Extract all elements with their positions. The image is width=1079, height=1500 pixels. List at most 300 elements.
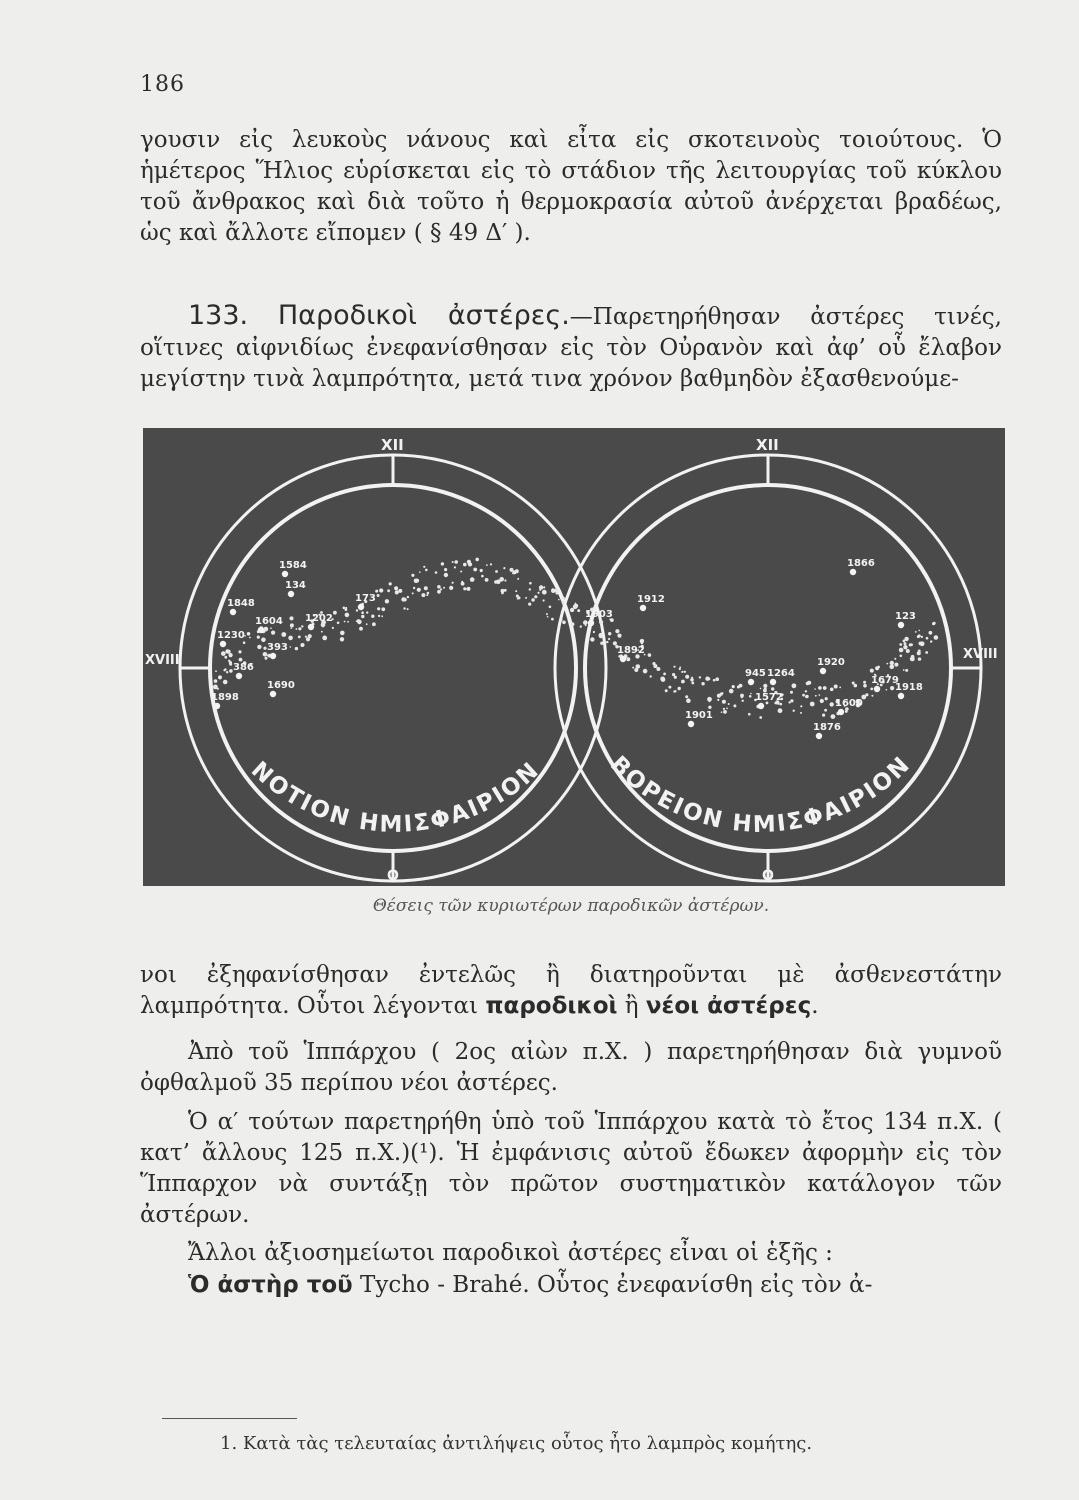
background-star	[800, 705, 802, 707]
background-star	[822, 714, 825, 717]
background-star	[412, 592, 414, 594]
background-star	[298, 627, 301, 630]
background-star	[722, 700, 726, 704]
background-star	[890, 686, 894, 690]
section-title: Παροδικοὶ ἀστέρες.	[277, 300, 570, 331]
background-star	[239, 658, 243, 662]
north-star-1901	[688, 721, 694, 727]
paragraph-first-star: Ὁ α′ τούτων παρετηρήθη ὑπὸ τοῦ Ἱππάρχου κατὰ τὸ ἔτος 134 π.Χ. ( κατ’ ἄλλους 125 π.Χ.)(¹). Ἡ ἐμφάνισις αὐτοῦ ἔδωκεν ἀφορμὴν εἰς τὸν Ἵππαρχον νὰ συντάξῃ τὸν πρῶτον συστηματικὸν κατάλογον τῶν ἀστέρων.	[140, 1109, 1002, 1228]
north-star-1264	[770, 679, 776, 685]
north-mark-top: XII	[756, 436, 779, 454]
bold-term-2: νέοι ἀστέρες	[645, 993, 812, 1019]
background-star	[475, 558, 479, 562]
para-after-mid: ἢ	[617, 993, 646, 1019]
background-star	[344, 621, 346, 623]
south-year-1690: 1690	[267, 680, 295, 691]
north-year-1866: 1866	[847, 558, 875, 569]
background-star	[634, 668, 638, 672]
background-star	[915, 631, 917, 633]
background-star	[820, 699, 824, 703]
background-star	[440, 588, 442, 590]
background-star	[834, 685, 838, 689]
background-star	[473, 568, 477, 572]
paragraph-after-figure	[140, 960, 1002, 1022]
background-star	[481, 575, 484, 578]
background-star	[793, 710, 795, 712]
north-star-945	[748, 679, 754, 685]
background-star	[249, 637, 251, 639]
background-star	[291, 627, 293, 629]
background-star	[790, 699, 793, 702]
background-star	[510, 568, 514, 572]
background-star	[917, 651, 921, 655]
background-star	[361, 611, 364, 614]
background-star	[551, 588, 555, 592]
background-star	[572, 632, 574, 634]
background-star	[461, 581, 463, 583]
background-star	[247, 632, 251, 636]
background-star	[918, 635, 921, 638]
background-star	[463, 587, 466, 590]
background-star	[723, 710, 727, 714]
background-star	[543, 586, 545, 588]
background-star	[332, 627, 334, 629]
background-star	[899, 648, 904, 653]
background-star	[272, 632, 275, 635]
background-star	[394, 586, 398, 590]
background-star	[749, 695, 752, 698]
background-star	[224, 668, 226, 670]
background-star	[379, 588, 383, 592]
background-star	[608, 632, 611, 635]
background-star	[378, 615, 380, 617]
background-star	[417, 588, 421, 592]
background-star	[802, 694, 805, 697]
background-star	[423, 566, 425, 568]
north-year-1572: 1572	[755, 692, 783, 703]
background-star	[894, 658, 896, 660]
background-star	[863, 684, 867, 688]
background-star	[665, 689, 668, 692]
background-star	[871, 695, 873, 697]
background-star	[561, 619, 563, 621]
background-star	[663, 673, 666, 676]
south-star-1584	[282, 571, 288, 577]
south-star-1690	[270, 691, 276, 697]
background-star	[534, 595, 537, 598]
background-star	[910, 643, 913, 646]
background-star	[290, 616, 294, 620]
background-star	[426, 594, 428, 596]
background-star	[690, 678, 694, 682]
background-star	[599, 620, 603, 624]
background-star	[900, 655, 903, 658]
background-star	[590, 637, 594, 641]
background-star	[819, 694, 821, 696]
background-star	[899, 643, 902, 646]
background-star	[454, 560, 458, 564]
background-star	[452, 582, 454, 584]
background-star	[290, 646, 292, 648]
background-star	[894, 663, 898, 667]
background-star	[656, 667, 660, 671]
north-year-labels	[585, 558, 923, 739]
south-year-1604: 1604	[255, 616, 283, 627]
background-star	[238, 650, 241, 653]
background-star	[608, 638, 610, 640]
north-mark-bottom: O	[762, 868, 774, 884]
north-mark-side: XVIII	[963, 647, 998, 662]
background-star	[261, 638, 266, 643]
background-star	[517, 578, 519, 580]
background-star	[606, 641, 608, 643]
background-star	[733, 704, 736, 707]
background-star	[229, 663, 232, 666]
background-star	[854, 684, 858, 688]
background-star	[653, 664, 657, 668]
south-star-393	[270, 653, 276, 659]
background-star	[558, 599, 560, 601]
page-number: 186	[140, 72, 185, 97]
background-star	[685, 675, 689, 679]
background-star	[437, 585, 441, 589]
background-star	[265, 657, 268, 660]
background-star	[599, 633, 604, 638]
background-star	[229, 653, 233, 657]
background-star	[729, 689, 734, 694]
background-star	[414, 579, 419, 584]
background-star	[395, 590, 399, 594]
south-year-1898: 1898	[211, 692, 239, 703]
background-star	[525, 597, 527, 599]
background-star	[547, 616, 549, 618]
background-star	[632, 667, 634, 669]
background-star	[528, 603, 531, 606]
background-star	[347, 621, 349, 623]
background-star	[337, 622, 340, 625]
south-year-1848: 1848	[227, 598, 255, 609]
south-star-1230	[220, 641, 226, 647]
background-star	[214, 679, 218, 683]
north-hemisphere-label: ΒΟΡΕΙΟΝ ΗΜΙΣΦΑΙΡΙΟΝ	[604, 751, 917, 839]
background-star	[537, 592, 539, 594]
background-star	[660, 677, 665, 682]
background-star	[764, 688, 767, 691]
background-star	[720, 693, 723, 696]
background-star	[903, 640, 906, 643]
background-star	[617, 634, 621, 638]
section-number: 133.	[188, 300, 249, 331]
figure-caption: Θέσεις τῶν κυριωτέρων παροδικῶν ἀστέρων.	[372, 896, 770, 916]
background-star	[490, 563, 492, 565]
background-star	[495, 570, 498, 573]
background-star	[648, 653, 652, 657]
background-star	[830, 688, 834, 692]
south-year-1230: 1230	[217, 630, 245, 641]
star-chart	[143, 428, 1005, 886]
background-star	[930, 640, 932, 642]
footnote: 1. Κατὰ τὰς τελευταίας ἀντιλήψεις οὗτος ἦτο λαμπρὸς κομήτης.	[220, 1433, 813, 1454]
background-star	[529, 588, 531, 590]
background-star	[290, 623, 294, 627]
background-star	[679, 667, 681, 669]
background-star	[910, 658, 912, 660]
background-star	[306, 637, 310, 641]
background-star	[551, 618, 554, 621]
north-star-1679	[874, 686, 880, 692]
background-star	[686, 698, 691, 703]
background-star	[385, 599, 389, 603]
north-year-1903: 1903	[585, 609, 613, 620]
background-star	[371, 615, 374, 618]
background-star	[571, 622, 575, 626]
background-star	[818, 686, 822, 690]
background-star	[831, 714, 836, 719]
background-star	[911, 655, 915, 659]
background-star	[452, 561, 454, 563]
background-star	[918, 630, 920, 632]
south-star-134	[288, 591, 294, 597]
south-star-1202	[308, 624, 314, 630]
background-star	[257, 645, 261, 649]
paragraph-hipparchus: Ἀπὸ τοῦ Ἱππάρχου ( 2ος αἰὼν π.Χ. ) παρετηρήθησαν διὰ γυμνοῦ ὀφθαλμοῦ 35 περίπου νέοι ἀστέρες.	[140, 1039, 1002, 1096]
background-star	[454, 566, 456, 568]
background-star	[585, 624, 587, 626]
north-star-1876	[816, 733, 822, 739]
background-star	[357, 620, 362, 625]
background-star	[345, 607, 347, 609]
background-star	[790, 691, 793, 694]
south-mark-side: XVIII	[145, 653, 180, 668]
background-star	[780, 703, 783, 706]
background-star	[501, 592, 504, 595]
south-year-386: 386	[233, 662, 254, 673]
background-star	[707, 697, 712, 702]
background-star	[814, 688, 816, 690]
background-star	[437, 590, 441, 594]
background-star	[815, 695, 817, 697]
background-star	[518, 596, 521, 599]
north-star-1892	[620, 656, 626, 662]
background-star	[705, 677, 709, 681]
background-star	[449, 586, 453, 590]
background-star	[270, 627, 272, 629]
background-star	[778, 708, 783, 713]
background-star	[467, 587, 471, 591]
background-star	[708, 706, 711, 709]
background-star	[340, 631, 345, 636]
background-star	[742, 700, 744, 702]
background-star	[301, 645, 303, 647]
para-after-text: νοι ἐξηφανίσθησαν ἐντελῶς ἢ διατηροῦνται μὲ ἀσθενεστάτην λαμπρότητα. Οὗτοι λέγονται	[140, 962, 1002, 1019]
background-star	[398, 589, 402, 593]
background-star	[322, 626, 324, 628]
tycho-bold: Ὁ ἀστὴρ τοῦ	[188, 1272, 353, 1298]
background-star	[546, 613, 548, 615]
background-star	[810, 702, 815, 707]
north-star-1866	[850, 569, 856, 575]
background-star	[905, 669, 908, 672]
background-star	[257, 636, 260, 639]
background-star	[723, 708, 725, 710]
background-star	[419, 571, 421, 573]
background-star	[345, 613, 350, 618]
background-star	[343, 607, 346, 610]
background-star	[424, 586, 428, 590]
background-star	[529, 582, 532, 585]
background-star	[301, 625, 303, 627]
paragraph-others: Ἄλλοι ἀξιοσημείωτοι παροδικοὶ ἀστέρες εἶναι οἱ ἑξῆς :	[188, 1240, 833, 1266]
background-star	[763, 684, 767, 688]
south-star-1898	[214, 703, 220, 709]
background-star	[444, 568, 447, 571]
background-star	[421, 593, 425, 597]
background-star	[701, 682, 704, 685]
footnote-rule	[162, 1418, 297, 1419]
background-star	[674, 690, 676, 692]
background-star	[839, 687, 841, 689]
para-after-end: .	[811, 993, 819, 1019]
background-star	[760, 688, 762, 690]
background-star	[830, 702, 834, 706]
south-star-1848	[230, 609, 236, 615]
paragraph-top: γουσιν εἰς λευκοὺς νάνους καὶ εἶτα εἰς σκοτεινοὺς τοιούτους. Ὁ ἡμέτερος Ἥλιος εὑρίσκεται εἰς τὸ στάδιον τῆς λειτουργίας τοῦ κύκλου τοῦ ἄνθρακος καὶ διὰ τοῦτο ἡ θερμοκρασία αὐτοῦ ἀνέρχεται βραδέως, ὡς καὶ ἄλλοτε εἴπομεν ( § 49 Δ′ ).	[140, 127, 1002, 246]
north-year-1920: 1920	[817, 657, 845, 668]
background-star	[215, 670, 217, 672]
paragraph-tycho	[140, 1270, 1002, 1301]
background-star	[626, 657, 630, 661]
background-star	[699, 676, 701, 678]
background-star	[381, 607, 385, 611]
north-star-1903	[588, 620, 594, 626]
background-star	[593, 631, 595, 633]
background-star	[934, 635, 939, 640]
background-star	[407, 596, 409, 598]
background-star	[296, 628, 298, 630]
background-star	[717, 699, 719, 701]
background-star	[925, 651, 928, 654]
background-star	[890, 661, 894, 665]
background-star	[226, 671, 228, 673]
background-star	[600, 642, 603, 645]
background-star	[904, 642, 907, 645]
background-star	[366, 611, 368, 613]
background-star	[933, 622, 936, 625]
south-mark-bottom: O	[387, 868, 399, 884]
background-star	[503, 567, 505, 569]
background-star	[726, 708, 728, 710]
background-star	[918, 657, 921, 660]
south-star-1604	[258, 627, 264, 633]
background-star	[443, 587, 445, 589]
background-star	[555, 591, 559, 595]
background-star	[903, 669, 905, 671]
background-star	[573, 605, 578, 610]
background-star	[668, 686, 671, 689]
south-year-393: 393	[267, 642, 288, 653]
background-star	[807, 681, 811, 685]
background-star	[485, 578, 489, 582]
section-text: —Παρετηρήθησαν ἀστέρες τινές, οἵτινες αἰφνιδίως ἐνεφανίσθησαν εἰς τὸν Οὐρανὸν καὶ ἀφ’ οὗ ἔλαβον μεγίστην τινὰ λαμπρότητα, μετά τινα χρόνον βαθμηδὸν ἐξασθενούμε-	[140, 304, 1002, 392]
background-star	[221, 651, 226, 656]
background-star	[805, 690, 807, 692]
background-star	[679, 668, 681, 670]
background-star	[737, 686, 740, 689]
background-star	[681, 680, 685, 684]
background-star	[441, 562, 444, 565]
background-star	[732, 685, 735, 688]
background-star	[906, 649, 910, 653]
north-star-1572	[758, 703, 764, 709]
background-star	[403, 607, 405, 609]
background-star	[673, 666, 675, 668]
north-year-945: 945	[745, 668, 766, 679]
background-star	[504, 579, 506, 581]
background-star	[713, 679, 716, 682]
background-star	[305, 636, 307, 638]
background-star	[824, 709, 827, 712]
south-year-173: 173	[355, 593, 376, 604]
background-star	[515, 590, 517, 592]
background-star	[413, 587, 415, 589]
north-year-123: 123	[895, 611, 916, 622]
background-star	[549, 606, 552, 609]
background-star	[674, 676, 677, 679]
north-year-1679: 1679	[871, 675, 899, 686]
background-star	[615, 629, 619, 633]
north-star-1918	[898, 693, 904, 699]
background-star	[425, 569, 428, 572]
star-chart-figure	[143, 428, 1005, 886]
south-year-134: 134	[285, 580, 306, 591]
background-star	[641, 642, 643, 644]
section-133	[140, 300, 1002, 395]
north-star-1600	[838, 709, 844, 715]
background-star	[800, 712, 802, 714]
background-star	[771, 687, 774, 690]
background-star	[750, 693, 752, 695]
south-year-1584: 1584	[279, 560, 307, 571]
background-star	[562, 621, 566, 625]
background-star	[539, 589, 541, 591]
background-star	[223, 680, 228, 685]
background-star	[788, 701, 790, 703]
north-year-1912: 1912	[637, 594, 665, 605]
background-star	[543, 599, 545, 601]
background-star	[340, 637, 344, 641]
background-star	[577, 609, 580, 612]
background-star	[580, 625, 582, 627]
background-star	[389, 582, 392, 585]
background-star	[863, 681, 866, 684]
background-star	[381, 615, 383, 617]
background-star	[387, 589, 390, 592]
background-star	[823, 686, 827, 690]
north-year-1600: 1600	[835, 698, 863, 709]
background-star	[926, 637, 929, 640]
south-star-386	[236, 673, 242, 679]
north-year-1901: 1901	[685, 710, 713, 721]
background-star	[295, 647, 298, 650]
south-star-173	[358, 604, 364, 610]
background-star	[575, 603, 577, 605]
background-star	[486, 564, 488, 566]
background-star	[227, 650, 231, 654]
background-star	[542, 590, 547, 595]
background-star	[741, 696, 743, 698]
north-star-1920	[820, 668, 826, 674]
background-star	[531, 598, 534, 601]
